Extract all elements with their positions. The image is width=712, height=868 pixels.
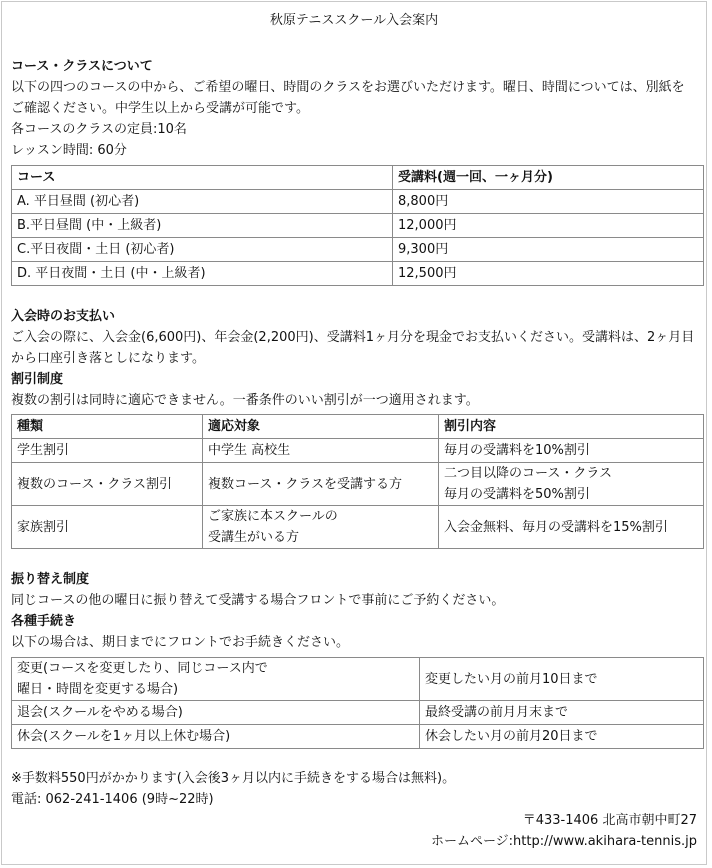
column-header: 種類 xyxy=(12,415,203,439)
procedure-case-line: 曜日・時間を変更する場合) xyxy=(17,682,179,697)
table-row xyxy=(12,463,704,506)
table-row xyxy=(12,506,704,549)
discount-content: 毎月の受講料を10%割引 xyxy=(439,439,704,463)
procedure-deadline: 最終受講の前月月末まで xyxy=(420,701,704,725)
flyer-page xyxy=(1,1,707,865)
transfer-heading: 振り替え制度 xyxy=(11,572,90,587)
discount-content xyxy=(439,463,704,506)
course-name: A. 平日昼間 (初心者) xyxy=(12,190,393,214)
fee-note: ※手数料550円がかかります(入会後3ヶ月以内に手続きをする場合は無料)。 xyxy=(11,771,456,786)
phone: 電話: 062-241-1406 (9時~22時) xyxy=(11,792,214,807)
table-row xyxy=(12,238,704,262)
discount-type: 家族割引 xyxy=(12,506,203,549)
table-row xyxy=(12,262,704,286)
transfer-text: 同じコースの他の曜日に振り替えて受講する場合フロントで事前にご予約ください。 xyxy=(11,593,505,608)
address: 〒433-1406 北高市朝中町27 xyxy=(522,813,697,828)
column-header: コース xyxy=(12,166,393,190)
table-row xyxy=(12,658,704,701)
discount-target-line: ご家族に本スクールの xyxy=(208,509,338,524)
table-row xyxy=(12,701,704,725)
table-header-row xyxy=(12,166,704,190)
course-capacity: 各コースのクラスの定員:10名 xyxy=(11,122,187,137)
table-row xyxy=(12,725,704,749)
course-fee: 12,500円 xyxy=(393,262,704,286)
homepage-link[interactable]: ホームページ:http://www.akihara-tennis.jp xyxy=(430,834,697,849)
procedure-case: 休会(スクールを1ヶ月以上休む場合) xyxy=(12,725,420,749)
procedures-table xyxy=(11,657,704,749)
discount-content-line: 毎月の受講料を50%割引 xyxy=(444,487,590,502)
table-row xyxy=(12,190,704,214)
payment-text: ご入会の際に、入会金(6,600円)、年会金(2,200円)、受講料1ヶ月分を現金でお支払いください。受講料は、2ヶ月目から口座引き落としになります。 xyxy=(11,330,695,366)
course-fee: 9,300円 xyxy=(393,238,704,262)
course-fee-table xyxy=(11,165,704,286)
procedures-text: 以下の場合は、期日までにフロントでお手続きください。 xyxy=(11,635,350,650)
procedure-case xyxy=(12,658,420,701)
discount-target xyxy=(203,506,439,549)
column-header: 割引内容 xyxy=(439,415,704,439)
table-header-row xyxy=(12,415,704,439)
course-intro: 以下の四つのコースの中から、ご希望の曜日、時間のクラスをお選びいただけます。曜日、時間については、別紙をご確認ください。中学生以上から受講が可能です。 xyxy=(11,80,685,116)
discount-type: 学生割引 xyxy=(12,439,203,463)
payment-heading: 入会時のお支払い xyxy=(11,309,116,324)
discount-target: 複数コース・クラスを受講する方 xyxy=(203,463,439,506)
discount-heading: 割引制度 xyxy=(11,372,64,387)
course-fee: 12,000円 xyxy=(393,214,704,238)
column-header: 受講料(週一回、一ヶ月分) xyxy=(393,166,704,190)
discount-content-line: 二つ目以降のコース・クラス xyxy=(444,466,612,481)
course-heading: コース・クラスについて xyxy=(11,59,153,74)
table-row xyxy=(12,214,704,238)
column-header: 適応対象 xyxy=(203,415,439,439)
discount-content: 入会金無料、毎月の受講料を15%割引 xyxy=(439,506,704,549)
discount-type: 複数のコース・クラス割引 xyxy=(12,463,203,506)
procedures-heading: 各種手続き xyxy=(11,614,77,629)
procedure-deadline: 変更したい月の前月10日まで xyxy=(420,658,704,701)
course-fee: 8,800円 xyxy=(393,190,704,214)
procedure-case: 退会(スクールをやめる場合) xyxy=(12,701,420,725)
procedure-deadline: 休会したい月の前月20日まで xyxy=(420,725,704,749)
table-row xyxy=(12,439,704,463)
discount-text: 複数の割引は同時に適応できません。一番条件のいい割引が一つ適用されます。 xyxy=(11,393,479,408)
lesson-time: レッスン時間: 60分 xyxy=(11,143,127,158)
procedure-case-line: 変更(コースを変更したり、同じコース内で xyxy=(17,661,268,676)
discount-target-line: 受講生がいる方 xyxy=(208,530,300,545)
discount-target: 中学生 高校生 xyxy=(203,439,439,463)
course-name: D. 平日夜間・土日 (中・上級者) xyxy=(12,262,393,286)
course-name: C.平日夜間・土日 (初心者) xyxy=(12,238,393,262)
discount-table xyxy=(11,414,704,549)
page-title: 秋原テニススクール入会案内 xyxy=(269,13,439,28)
course-name: B.平日昼間 (中・上級者) xyxy=(12,214,393,238)
